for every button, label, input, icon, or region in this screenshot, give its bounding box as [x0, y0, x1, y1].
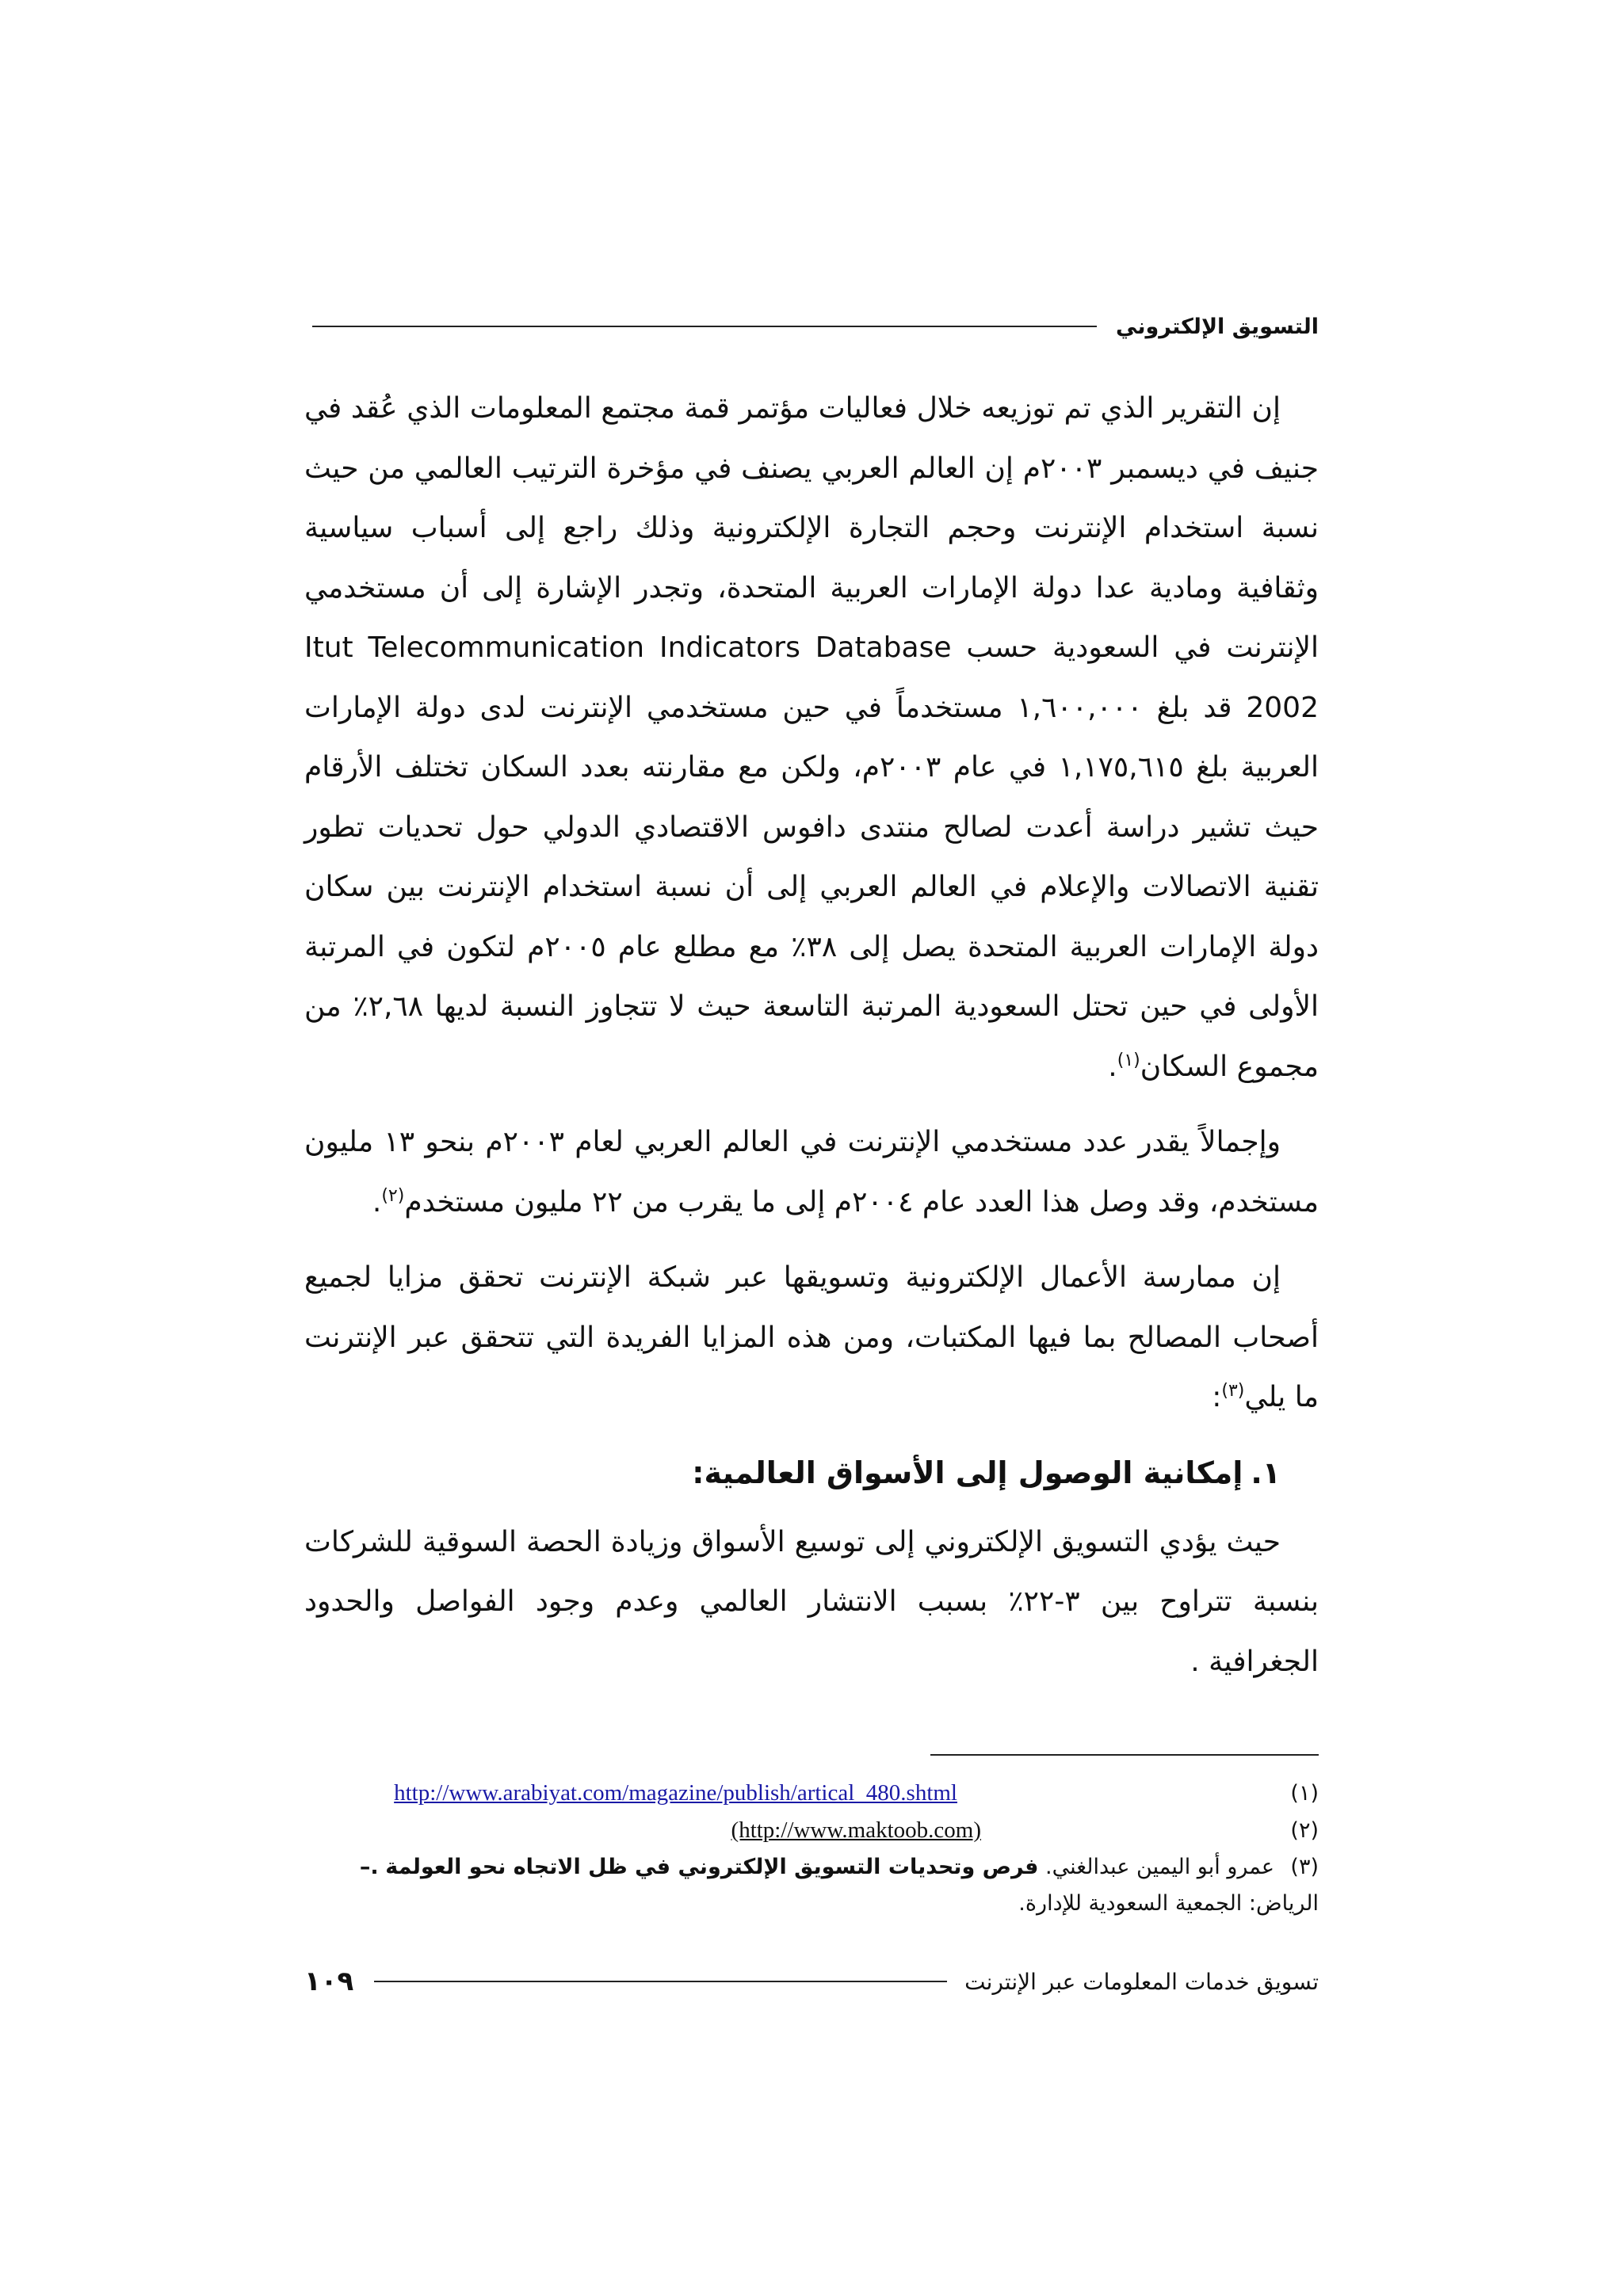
footnote-1-number: (١) — [1290, 1781, 1319, 1806]
footnote-ref-3: (٣) — [1221, 1381, 1245, 1401]
footnote-ref-2: (٢) — [381, 1185, 405, 1206]
paragraph-2 — [304, 1112, 1319, 1232]
section-number: ١. — [1251, 1455, 1281, 1490]
paragraph-3-text: إن ممارسة الأعمال الإلكترونية وتسويقها عبر شبكة الإنترنت تحقق مزايا لجميع أصحاب المصالح بما فيها المكتبات، ومن هذه المزايا الفريدة التي تتحقق عبر الإنترنت ما يلي — [304, 1261, 1319, 1413]
footnote-1-link[interactable]: http://www.arabiyat.com/magazine/publish/artical_480.shtml — [394, 1780, 957, 1806]
footnote-3 — [304, 1849, 1319, 1886]
running-header — [304, 311, 1319, 342]
header-rule — [312, 326, 1097, 327]
chapter-title: التسويق الإلكتروني — [1116, 314, 1319, 339]
paragraph-2-end: . — [372, 1185, 382, 1219]
footnote-3-publisher: الرياض: الجمعية السعودية للإدارة. — [1018, 1891, 1319, 1916]
footnote-2-number: (٢) — [1290, 1818, 1319, 1843]
footnote-3-author: عمرو أبو اليمين عبدالغني. — [1045, 1855, 1274, 1879]
paragraph-3-end: : — [1212, 1381, 1222, 1413]
paragraph-3 — [304, 1248, 1319, 1428]
paragraph-4: حيث يؤدي التسويق الإلكتروني إلى توسيع الأسواق وزيادة الحصة السوقية للشركات بنسبة تتراوح بين ٣-٢٢٪ بسبب الانتشار العالمي وعدم وجود الفواصل والحدود الجغرافية . — [304, 1525, 1319, 1678]
book-title: تسويق خدمات المعلومات عبر الإنترنت — [964, 1968, 1319, 1995]
paragraph-1 — [304, 379, 1319, 1097]
footnotes — [304, 1775, 1319, 1922]
paragraph-1-text: إن التقرير الذي تم توزيعه خلال فعاليات مؤتمر قمة مجتمع المعلومات الذي عُقد في جنيف في ديسمبر ٢٠٠٣م إن العالم العربي يصنف في مؤخرة الترتيب العالمي من حيث نسبة استخدام الإنترنت وحجم التجارة الإلكترونية وذلك راجع إلى أسباب سياسية وثقافية ومادية عدا دولة الإمارات العربية المتحدة، وتجدر الإشارة إلى أن مستخدمي الإنترنت في السعودية حسب Itut Telecommunication Indicators Database 2002 قد بلغ ١,٦٠٠,٠٠٠ مستخدماً في حين مستخدمي الإنترنت لدى دولة الإمارات العربية بلغ ١,١٧٥,٦١٥ في عام ٢٠٠٣م، ولكن مع مقارنته بعدد السكان تختلف الأرقام حيث تشير دراسة أعدت لصالح منتدى دافوس الاقتصادي الدولي حول تحديات تطور تقنية الاتصالات والإعلام في العالم العربي إلى أن نسبة استخدام الإنترنت بين سكان دولة الإمارات العربية المتحدة يصل إلى ٣٨٪ مع مطلع عام ٢٠٠٥م لتكون في المرتبة الأولى في حين تحتل السعودية المرتبة التاسعة حيث لا تتجاوز النسبة لديها ٢,٦٨٪ من مجموع السكان — [304, 392, 1319, 1083]
section-heading — [304, 1444, 1319, 1503]
footnote-2 — [304, 1812, 1319, 1849]
section-title: إمكانية الوصول إلى الأسواق العالمية: — [692, 1455, 1243, 1490]
paragraph-1-end: . — [1108, 1050, 1117, 1083]
footer-rule — [374, 1981, 947, 1982]
footnote-3-number: (٣) — [1290, 1855, 1319, 1879]
footnote-3-dash: .– — [359, 1855, 379, 1879]
footnote-2-link[interactable]: (http://www.maktoob.com) — [731, 1817, 981, 1843]
footnote-3-continued — [304, 1886, 1319, 1922]
body-text — [304, 379, 1319, 1707]
running-footer — [304, 1962, 1319, 2001]
footnote-3-title: فرص وتحديات التسويق الإلكتروني في ظل الاتجاه نحو العولمة — [385, 1855, 1039, 1879]
page-number: ١٠٩ — [304, 1966, 354, 1997]
footnote-separator — [930, 1754, 1319, 1756]
paragraph-2-text: وإجمالاً يقدر عدد مستخدمي الإنترنت في العالم العربي لعام ٢٠٠٣م بنحو ١٣ مليون مستخدم، وقد وصل هذا العدد عام ٢٠٠٤م إلى ما يقرب من ٢٢ مليون مستخدم — [304, 1126, 1319, 1219]
footnote-1 — [304, 1775, 1319, 1812]
footnote-ref-1: (١) — [1117, 1050, 1140, 1070]
